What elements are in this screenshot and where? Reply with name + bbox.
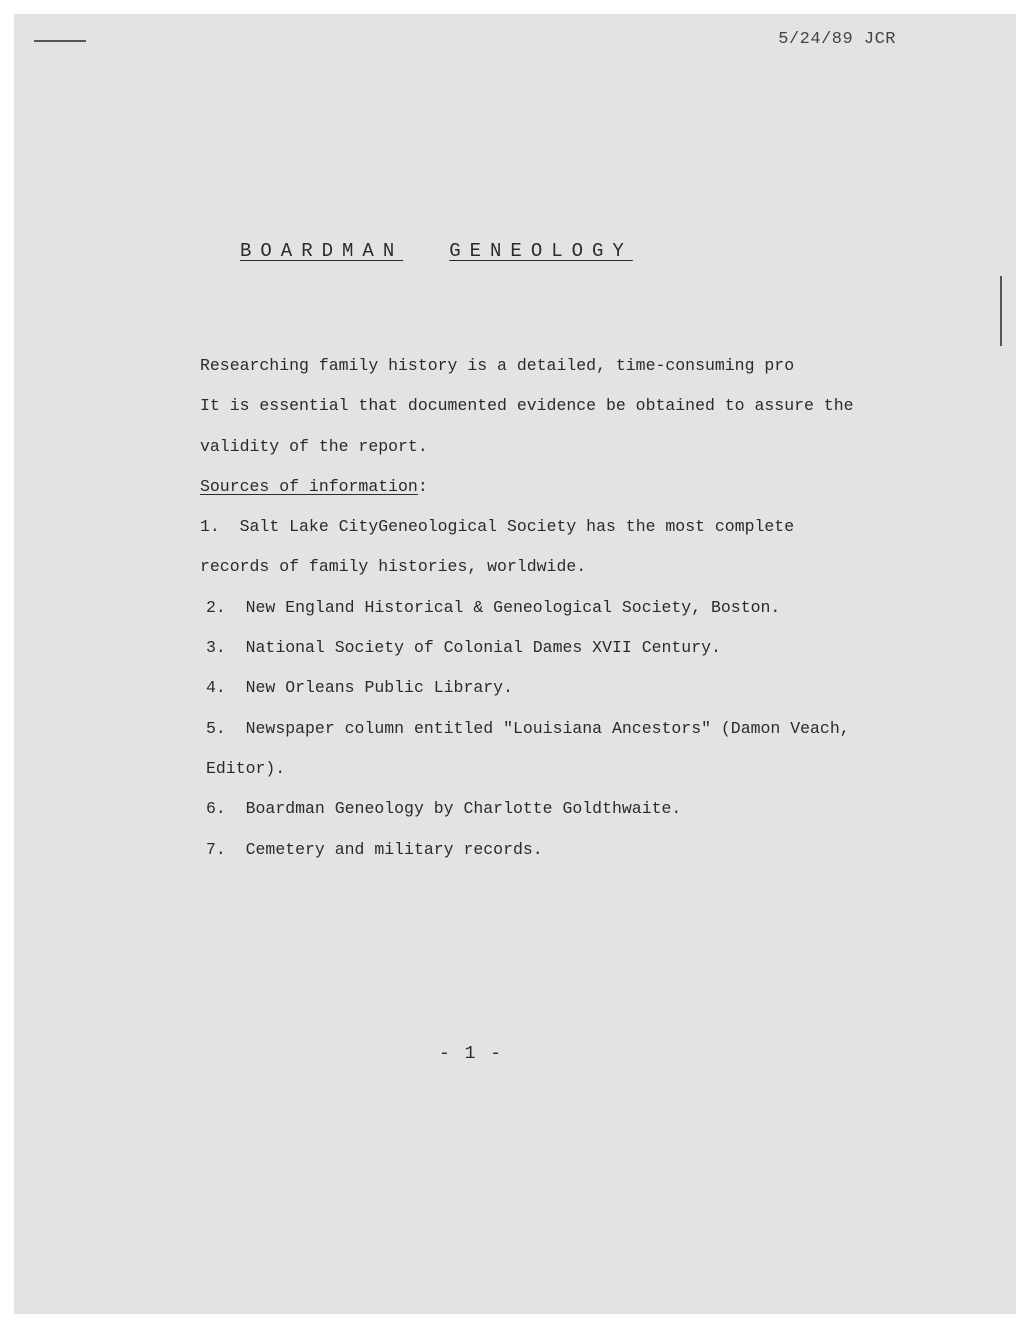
- document-title: [240, 240, 633, 262]
- sources-heading-colon: :: [417, 476, 428, 496]
- list-item: [200, 668, 900, 708]
- list-number: 4.: [206, 678, 226, 698]
- list-text: New Orleans Public Library.: [245, 678, 513, 698]
- list-item: [200, 789, 900, 829]
- list-item-continuation: records of family histories, worldwide.: [200, 557, 587, 577]
- list-text: Salt Lake CityGeneological Society has the most complete: [239, 517, 795, 537]
- document-body: [200, 346, 900, 870]
- list-item-continuation: Editor).: [206, 758, 286, 778]
- list-number: 7.: [206, 839, 226, 859]
- title-word-boardman: BOARDMAN: [240, 240, 404, 262]
- list-text: National Society of Colonial Dames XVII Century.: [245, 638, 721, 658]
- intro-line: validity of the report.: [200, 436, 428, 456]
- list-number: 5.: [206, 718, 226, 738]
- list-item: [200, 507, 900, 547]
- title-word-geneology: GENEOLOGY: [449, 240, 633, 262]
- list-item: [200, 709, 900, 749]
- date-initials: 5/24/89 JCR: [778, 30, 896, 49]
- sources-heading-text: Sources of information: [200, 476, 418, 496]
- scan-mark: [1000, 276, 1002, 346]
- list-item: [200, 830, 900, 870]
- list-number: 3.: [206, 638, 226, 658]
- list-number: 1.: [200, 517, 220, 537]
- sources-heading: [200, 467, 900, 507]
- scan-mark: [34, 40, 86, 42]
- list-text: Cemetery and military records.: [245, 839, 543, 859]
- intro-line: It is essential that documented evidence be obtained to assure the: [200, 396, 854, 416]
- list-item: [200, 588, 900, 628]
- list-item: [200, 628, 900, 668]
- list-number: 2.: [206, 597, 226, 617]
- document-page: [14, 14, 1016, 1314]
- list-text: Boardman Geneology by Charlotte Goldthwaite.: [245, 799, 682, 819]
- page-number: - 1 -: [439, 1044, 504, 1064]
- list-text: Newspaper column entitled "Louisiana Ancestors" (Damon Veach,: [245, 718, 850, 738]
- list-text: New England Historical & Geneological Society, Boston.: [245, 597, 781, 617]
- intro-line: Researching family history is a detailed, time-consuming pro: [200, 356, 795, 375]
- list-number: 6.: [206, 799, 226, 819]
